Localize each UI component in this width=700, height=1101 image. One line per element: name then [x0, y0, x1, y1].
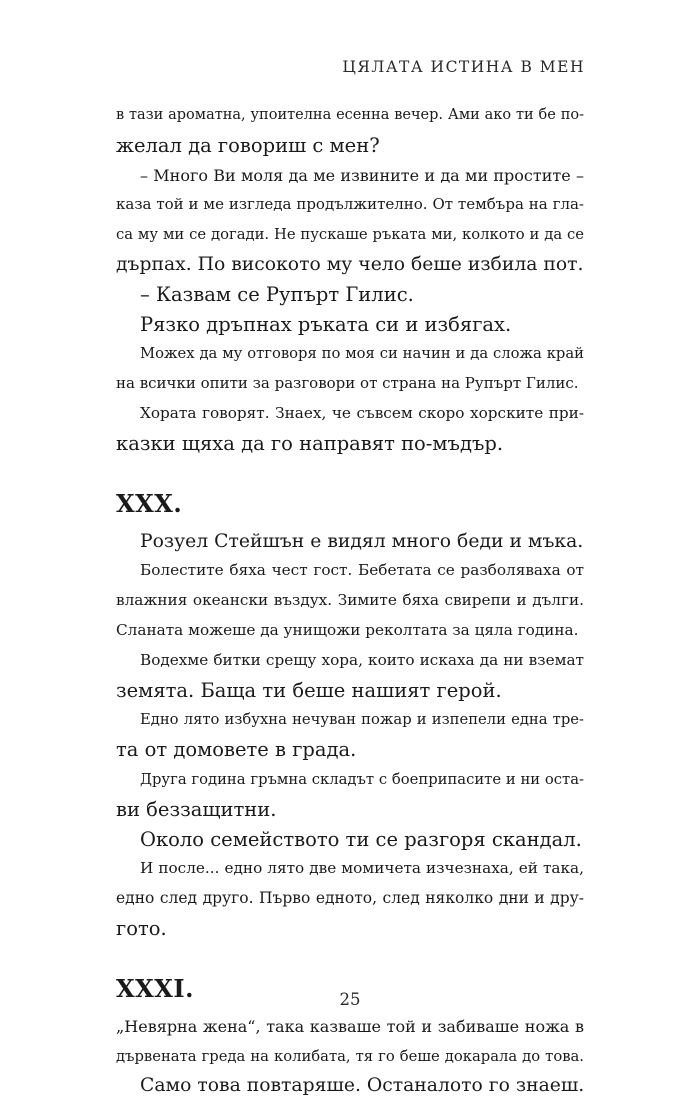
- text-line: са му ми се догади. Не пускаше ръката ми, колкото и да се: [116, 226, 584, 244]
- text-line: влажния океански въздух. Зимите бяха свирепи и дълги.: [116, 591, 584, 610]
- text-line: „Невярна жена“, така казваше той и забиваше ножа в: [116, 1016, 584, 1036]
- text-line: Рязко дръпнах ръката си и избягах.: [140, 312, 512, 336]
- text-line: – Много Ви моля да ме извините и да ми простите –: [140, 165, 584, 185]
- text-line: та от домовете в града.: [116, 738, 357, 762]
- text-line: на всички опити за разговори от страна на Рупърт Гилис.: [116, 374, 579, 393]
- body-text: [116, 101, 584, 1101]
- text-line: ви беззащитни.: [116, 797, 277, 821]
- text-line: Хората говорят. Знаех, че съвсем скоро хорските при-: [140, 403, 584, 422]
- text-line: в тази ароматна, упоителна есенна вечер. Ами ако ти бе по-: [116, 107, 584, 123]
- section-heading: XXXI.: [116, 973, 194, 1003]
- text-line: Друга година гръмна складът с боеприпасите и ни оста-: [140, 770, 584, 788]
- text-line: Розуел Стейшън е видял много беди и мъка.: [140, 530, 584, 552]
- text-line: Водехме битки срещу хора, които искаха да ни вземат: [140, 650, 584, 669]
- text-line: дърпах. По високото му чело беше избила пот.: [116, 253, 584, 275]
- running-head: ЦЯЛАТА ИСТИНА В МЕН: [342, 58, 585, 76]
- text-line: Само това повтаряше. Останалото го знаеш.: [140, 1075, 585, 1097]
- text-line: Едно лято избухна нечуван пожар и изпепели една тре-: [140, 711, 584, 729]
- text-line: казки щяха да го направят по-мъдър.: [116, 431, 504, 455]
- text-line: И после... едно лято две момичета изчезнаха, ей така,: [140, 859, 584, 878]
- text-line: земята. Баща ти беше нашият герой.: [116, 678, 502, 702]
- section-heading: XXX.: [116, 488, 183, 518]
- text-line: дървената греда на колибата, тя го беше докарала до това.: [116, 1047, 584, 1065]
- section-gap: [116, 459, 584, 487]
- text-line: Сланата можеше да унищожи реколтата за цяла година.: [116, 620, 579, 639]
- text-line: Болестите бяха чест гост. Бебетата се разболяваха от: [140, 561, 584, 580]
- text-line: гото.: [116, 916, 167, 940]
- text-line: едно след друго. Първо едното, след няколко дни и дру-: [116, 889, 584, 908]
- text-line: каза той и ме изгледа продължително. От тембъра на гла-: [116, 195, 584, 214]
- section-gap: [116, 944, 584, 972]
- text-line: Около семейството ти се разгоря скандал.: [140, 827, 582, 851]
- text-line: Можех да му отговоря по моя си начин и да сложа край: [140, 345, 584, 363]
- text-line: желал да говориш с мен?: [116, 133, 380, 157]
- text-line: – Казвам се Рупърт Гилис.: [140, 282, 414, 306]
- page-number: 25: [339, 990, 361, 1009]
